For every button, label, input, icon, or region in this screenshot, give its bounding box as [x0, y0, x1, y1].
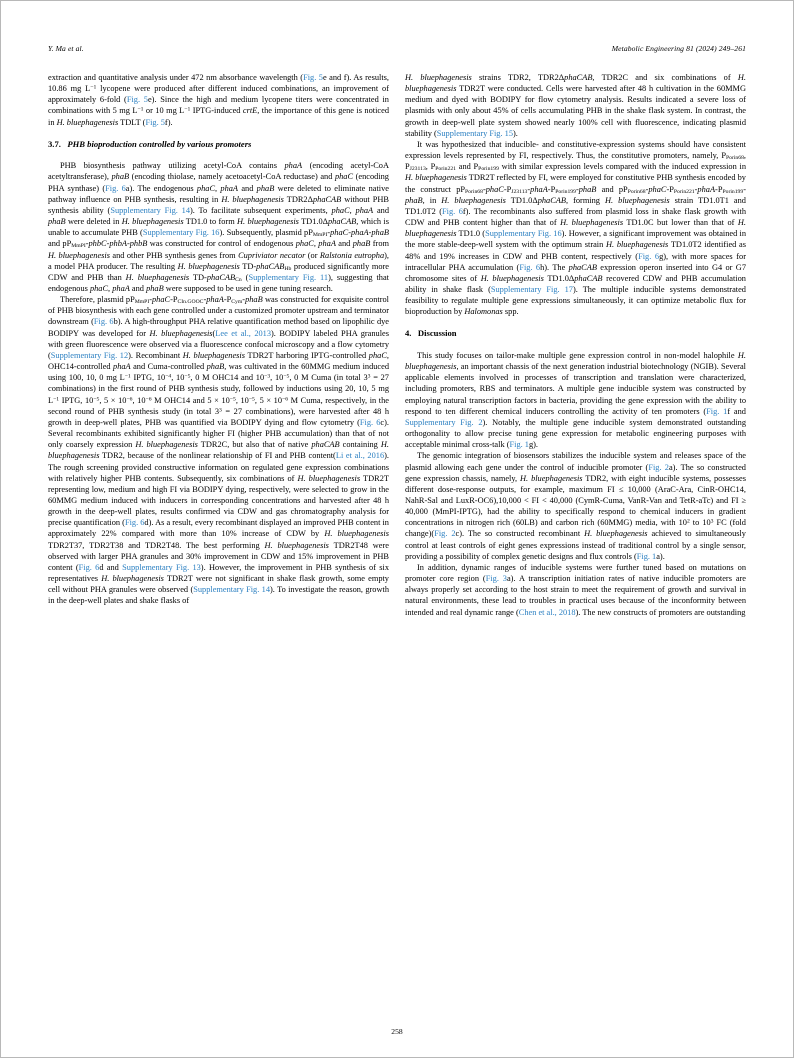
paragraph: Therefore, plasmid $pP_{MmPI}-phaC-P_{CIn.GOOC}-phaA-P_{Cym}$-phaB was constructed for exquisite control of PHB biosynthesis with each gene controlled under a customized promoter upstream and terminator downstream (Fig. 6b). A high-throughput PHA relative quantification method based on lipophilic dye BODIPY was developed for H. bluephagenesis(Lee et al., 2013). BODIPY labeled PHA granules with green fluorescence were observed via a fluorescence confocal microscopy and a flow cytometry (Supplementary Fig. 12). Recombinant H. bluephagenesis TDR2T harboring IPTG-controlled phaC, OHC14-controlled phaA and Cuma-controlled phaB, was cultivated in the 60MMG medium induced using 100, 10, 0 mg $L^{-1}$ IPTG, $10^{-4}$, $10^{-5}$, 0 M OHC14 and $10^{-3}$, $10^{-5}$, 0 M Cuma (in total $3^3 = 27$ combinations) in the first round of PHB synthesis study, followed by inductions using 20, 10, 5 mg $L^{-1}$ IPTG, $10^{-5}$, $5 \times 10^{-6}$, $10^{-6}$ M OHC14 and $5 \times 10^{-5}$, $10^{-5}$, $5 \times 10^{-6}$ M Cuma, respectively, in the second round of PHB synthesis study (in total $3^3 = 27$ combinations), were harvested after 48 h growth in deep-well plates, PHB was quantified via BODIPY dying and flow cytometry (Fig. 6c). Several recombinants exhibited significantly higher FI (higher PHB accumulation) than that of not only coarsely expression H. bluephagenesis TDR2C, but also that of native phaCAB containing H. bluephagenesis TDR2, because of the nonlinear relationship of FI and PHB content(Li et al., 2016). The rough screening provided constructive information on regulated gene expression combinations with relatively higher PHB contents. Subsequently, six combinations of H. bluephagenesis TDR2T representing low, medium and high FI via BODIPY dying, respectively, were selected to grow in the 60MMG medium induced with inducers in corresponding concentrations and harvested after 48 h growth in the deep-well plates, results confirmed via CDW and gas chromatography analysis for precise quantification (Fig. 6d). As a result, every recombinant displayed an improved PHB content in approximately 22% compared with more than 10% increase of CDW by H. bluephagenesis TDR2T37, TDR2T38 and TDR2T48. The best performing H. bluephagenesis TDR2T48 were observed with larger PHA granules and 30% improvement in CDW and 15% improvement in PHB content (Fig. 6d and Supplementary Fig. 13). However, the improvement in PHB synthesis of six representatives H. bluephagenesis TDR2T were not significant in shake flask growth, some empty cell without PHA granules were observed (Supplementary Fig. 14). To investigate the reason, growth in the deep-well plates and shake flasks of — [48, 295, 390, 606]
section-heading-3-7 — [48, 139, 389, 151]
running-head-authors: Y. Ma et al. — [48, 44, 84, 53]
page-number: 258 — [391, 1027, 403, 1036]
section-heading-4 — [405, 328, 746, 340]
paragraph: H. bluephagenesis strains TDR2, TDR2ΔphaCAB, TDR2C and six combinations of H. bluephagenesis TDR2T were conducted. Cells were harvested after 48 h cultivation in the 60MMG medium and dyed with BODIPY for flow cytometry analysis. Results indicated a severe loss of plasmids with only about 45% of cells accumulating PHB in the shake flask system. In contrast, the growth in deep-well plate system showed nearly 100% cell with fluorescence, indicating plasmid stability (Supplementary Fig. 15). — [405, 73, 746, 138]
left-column — [48, 72, 389, 1002]
section-number: 3.7. — [48, 138, 61, 149]
body-columns — [48, 72, 746, 1002]
paragraph: It was hypothesized that inducible- and constitutive-expression systems should have consistent expression levels represented by FI, respectively. Thus, the constitutive promoters, namely, $P_{Porin68}$, $P_{J23113}$, $P_{Porin221}$ and $P_{Porin199}$ with similar expression levels compared with the induced expression in H. bluephagenesis TDR2T reflected by FI, were employed for constitutive PHB synthesis encoded by the construct $pP_{Porin68}-phaC-P_{J23113}-phaA-P_{Porin199}$-phaB and $pP_{Porin68}-phaC-P_{Porin221}-phaA-P_{Porin199}$-phaB, in H. bluephagenesis TD1.0ΔphaCAB, forming H. bluephagenesis strain TD1.0T1 and TD1.0T2 (Fig. 6f). The recombinants also suffered from plasmid loss in shake flask growth with CDW and PHB content higher than that of H. bluephagenesis TD1.0C but lower than that of H. bluephagenesis TD1.0 (Supplementary Fig. 16). However, a significant improvement was obtained in the more stable-deep-well system with the optimum strain H. bluephagenesis TD1.0T2 identified as 48% and 19% increases in CDW and PHB content, respectively (Fig. 6g), with more spaces for intracellular PHA accumulation (Fig. 6h). The phaCAB expression operon inserted into G4 or G7 chromosome sites of H. bluephagenesis TD1.0ΔphaCAB recovered CDW and PHB accumulation ability in shake flask (Supplementary Fig. 17). The multiple inducible systems demonstrated feasibility to regulate multiple gene expressions simultaneously, it can optimize metabolic flux for bioproduction by Halomonas spp. — [405, 139, 746, 317]
section-title: Discussion — [417, 328, 457, 339]
paragraph: PHB biosynthesis pathway utilizing acetyl-CoA contains phaA (encoding acetyl-CoA acetyltransferase), phaB (encoding thiolase, namely acetoacetyl-CoA reductase) and phaC (encoding PHA synthase) (Fig. 6a). The endogenous phaC, phaA and phaB were deleted to eliminate native pathway influence on PHB synthesis, resulting in H. bluephagenesis TDR2ΔphaCAB without PHB synthesis ability (Supplementary Fig. 14). To facilitate subsequent experiments, phaC, phaA and phaB were deleted in H. bluephagenesis TD1.0 to form H. bluephagenesis TD1.0ΔphaCAB, which is unable to accumulate PHB (Supplementary Fig. 16). Subsequently, plasmid $pP_{MmPI}-phaC-phaA$-phaB and $pP_{MmPI}-phbC-phbA$-phbB was constructed for control of endogenous phaC, phaA and phaB from H. bluephagenesis and other PHB synthesis genes from Cupriviator necator (or Ralstonia eutropha), a model PHA producer. The resulting H. bluephagenesis TD-phaCAB$_{Hb}$ produced significantly more CDW and PHB than H. bluephagenesis TD-phaCAB$_{Cn}$ (Supplementary Fig. 11), suggesting that endogenous phaC, phaA and phaB were supposed to be used in gene tuning research. — [48, 161, 390, 293]
paragraph: In addition, dynamic ranges of inducible systems were further tuned based on mutations on promoter core region (Fig. 3a). A transcription initiation rates of native inducible promoters are always properly set according to the host strain to meet the requirement of growth and survival in natural environments, these lead to troubles in practical uses because of the inconformity between intended and real dynamic range (Chen et al., 2018). The new constructs of promoters are outstanding — [405, 562, 747, 617]
section-number: 4. — [405, 328, 412, 339]
running-head — [48, 44, 746, 58]
running-head-journal: Metabolic Engineering 81 (2024) 249–261 — [611, 44, 746, 53]
paragraph: extraction and quantitative analysis under 472 nm absorbance wavelength (Fig. 5e and f). As results, 10.86 mg $L^{-1}$ lycopene were produced after different induced combinations, an improvement of approximately 6-fold (Fig. 5e). Since the high and medium lycopene titers were concentrated in combinations with 5 mg $L^{-1}$ or 10 mg $L^{-1}$ IPTG-induced crtE, the importance of this gene is noticed in H. bluephagenesis TDLT (Fig. 5f). — [48, 73, 390, 127]
right-column — [405, 72, 746, 1002]
paragraph: This study focuses on tailor-make multiple gene expression control in non-model halophile H. bluephagenesis, an important chassis of the next generation industrial biotechnology (NGIB). Several applicable elements involved in processes of transcription and translation were characterized, including promoters, RBS and terminators. A multiple gene inducible system was constructed by employing natural transcription factors in bacteria, providing the gene expression with the ability to respond to ten different chemical inducers controlling the activity of ten promoters (Fig. 1f and Supplementary Fig. 2). Notably, the multiple gene inducible system demonstrated outstanding orthogonality to allow precise tuning gene expression for metabolic engineering purposes with acceptable minimal cross-talk (Fig. 1g). — [405, 350, 747, 450]
section-title: PHB bioproduction controlled by various promoters — [67, 138, 252, 149]
paragraph: The genomic integration of biosensors stabilizes the inducible system and releases space of the plasmid allowing each gene under the control of inducible promoter (Fig. 2a). The so constructed gene expression chassis, namely, H. bluephagenesis TDR2, with eight inducible systems, possesses different dose-response outputs, for example, maximum FI ≤ 10,000 (AraC-Ara, CinR-OHC14, NahR-Sal and LuxR-OC6),10,000 < FI < 40,000 (CymR-Cuma, VanR-Van and TetR-aTc) and FI ≥ 40,000 (MmPI-IPTG), had the ability to specifically respond to chemical inducers in gradient concentrations in nitrogen rich (60LB) and carbon rich (60MMG) media, with $10^2$ to $10^3$ FC (fold change)(Fig. 2c). The so constructed recombinant H. bluephagenesis achieved to simultaneously control at least controls of eight genes expressions instead of traditional control by a single sensor, providing a possibility of complex genetic designs and flux controls (Fig. 1a). — [405, 451, 746, 561]
